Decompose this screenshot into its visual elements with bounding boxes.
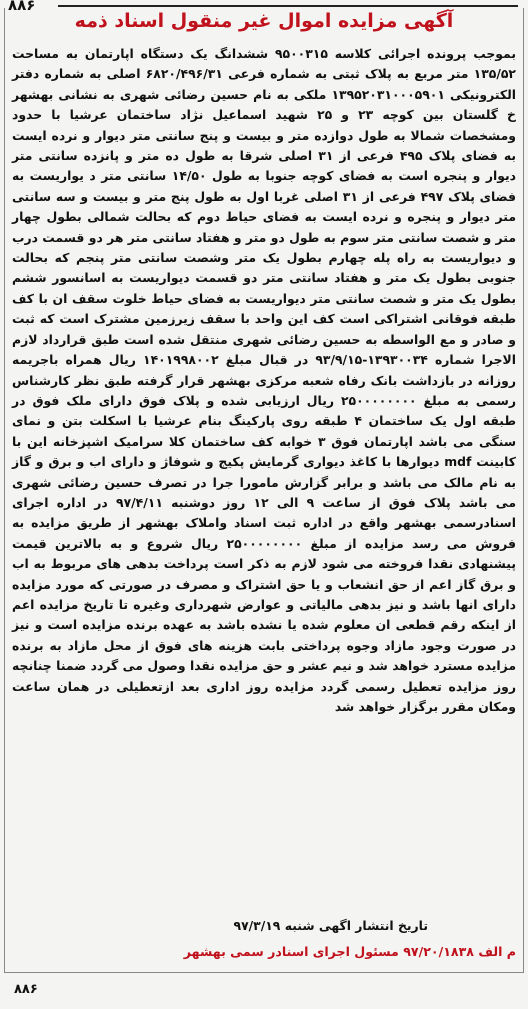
notice-paragraph: بموجب پرونده اجرائی کلاسه ۹۵۰۰۳۱۵ ششدانگ یک دستگاه اپارتمان به مساحت ۱۳۵/۵۲ متر مربع به پلاک ثبتی به شماره فرعی ۶۸۲۰/۴۹۶/۳۱ اصلی به شماره دفتر الکترونیکی ۱۳۹۵۲۰۳۱۰۰۰۵۹۰۱ ملکی به نام حسین رضائی شهری به نشانی بهشهر خ گلستان بین کوچه ۲۳ و ۲۵ شهید اسماعیل نژاد ساختمان عرشیا با حدود ومشخصات شمالا به طول دوازده متر و بیست و پنج سانتی متر دیوار و نرده ایست به فضای پلاک ۴۹۵ فرعی از ۳۱ اصلی شرقا به طول ده متر و پانزده سانتی متر دیوار و پنجره است به فضای کوچه جنوبا به طول ۱۴/۵۰ سانتی متر د یواریست به فضای پلاک ۴۹۷ فرعی از ۳۱ اصلی غربا اول به طول پنج متر و بیست و سه سانتی متر دیوار و پنجره و نرده ایست به فضای حیاط دوم که بحالت شمالی بطول چهار متر و شصت سانتی متر سوم به طول دو متر و هفتاد سانتی متر هر دو قسمت درب و دیواریست به راه پله چهارم بطول یک متر وشصت سانتی متر پنجم که بحالت جنوبی بطول یک متر و هفتاد سانتی متر دو قسمت دیواریست به اسانسور ششم بطول یک متر و شصت سانتی متر دیواریست به فضای حیاط خلوت سقف ان با کف طبقه فوقانی اشتراکی است کف این واحد با سقف زیرزمین مشترک است که ثبت و صادر و مع الواسطه به حسین رضائی شهری منتقل شده است طبق قرارداد لازم الاجرا شماره ۱۳۹۳۰۰۳۴-۹۳/۹/۱۵ در قبال مبلغ ۱۴۰۱۹۹۸۰۰۲ ریال همراه باجریمه روزانه در بازداشت بانک رفاه شعبه مرکزی بهشهر قرار گرفته طبق نظر کارشناس رسمی به مبلغ ۲۵۰۰۰۰۰۰۰۰ ریال ارزیابی شده و پلاک فوق دارای ملک فوق در طبقه اول یک ساختمان ۴ طبقه روی پارکینگ بنام عرشیا با اسکلت بتن و نمای سنگی می باشد اپارتمان فوق ۳ خوابه کف ساختمان کلا سرامیک اشپزخانه این با کابینت mdf دیوارها با کاغذ دیواری گرمایش پکیج و شوفاژ و دارای اب و برق و گاز به نام مالک می باشد و برابر گزارش مامورا جرا در تصرف حسین رضائی شهری می باشد پلاک فوق از ساعت ۹ الی ۱۲ روز دوشنبه ۹۷/۴/۱۱ در اداره اجرای اسنادرسمی بهشهر واقع در اداره ثبت اسناد واملاک بهشهر از طریق مزایده به فروش می رسد مزایده از مبلغ ۲۵۰۰۰۰۰۰۰۰ ریال شروع و به بالاترین قیمت پیشنهادی نقدا فروخته می شود لازم به ذکر است پرداخت بدهی های مربوط به اب و برق گاز اعم از حق انشعاب و یا حق اشتراک و مصرف در صورتی که مورد مزایده دارای انها باشد و نیز بدهی مالیاتی و عوارض شهرداری وغیره تا تاریخ مزایده اعم از اینکه رقم قطعی ان معلوم شده یا نشده باشد به عهده برنده مزایده است و نیز در صورت وجود مازاد وجوه پرداختی بابت هزینه های فوق از محل مازاد به برنده مزایده مسترد خواهد شد و نیم عشر و حق مزایده نقدا وصول می گردد ضمنا چنانچه روز مزایده تعطیل رسمی گردد مزایده روز اداری بعد ازتعطیلی در همان ساعت ومکان مقرر برگزار خواهد شد [12, 46, 517, 714]
frame-bottom-border [4, 972, 524, 973]
page-number-top: ۸۸۶ [8, 0, 36, 14]
top-divider [58, 5, 518, 7]
notice-body [12, 44, 516, 717]
page-number-bottom: ۸۸۶ [14, 982, 38, 997]
frame-right-border [523, 8, 524, 973]
notice-title: آگهی مزایده اموال غیر منقول اسناد ذمه [74, 10, 454, 32]
publish-date: تاریخ انتشار اگهی شنبه ۹۷/۳/۱۹ [233, 918, 428, 933]
frame-left-border [4, 8, 5, 973]
signature-line: م الف ۹۷/۲۰/۱۸۳۸ مسئول اجرای اسنادر سمی بهشهر [183, 944, 516, 959]
